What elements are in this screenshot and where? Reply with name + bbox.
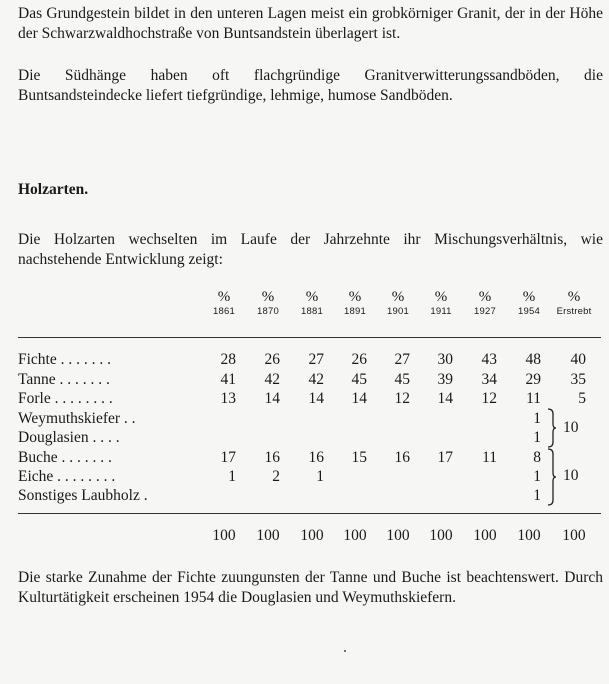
table-cell: 1 <box>228 468 236 485</box>
column-header <box>504 288 554 318</box>
row-label: Fichte . . . . . . . <box>18 351 111 368</box>
row-label: Eiche . . . . . . . . <box>18 468 116 485</box>
table-cell: 1 <box>533 468 541 485</box>
table-cell: 17 <box>437 449 453 466</box>
table-cell: 28 <box>220 351 236 368</box>
column-total: 100 <box>429 527 453 544</box>
row-label: Douglasien . . . . <box>18 429 120 446</box>
table-cell: 1 <box>533 410 541 427</box>
table-cell: 26 <box>264 351 280 368</box>
column-year: 1911 <box>430 306 452 317</box>
bracket-value: 10 <box>563 467 579 484</box>
table-cell: 17 <box>220 449 236 466</box>
column-year: 1954 <box>518 306 540 317</box>
table-cell: 1 <box>533 487 541 504</box>
table-cell: 35 <box>570 371 586 388</box>
table-cell: 43 <box>481 351 497 368</box>
paragraph-geology: Das Grundgestein bildet in den unteren Lagen meist ein grobkörniger Granit, der in der Höhe der Schwarzwaldhochstraße von Buntsandstein überlagert ist. <box>18 5 603 42</box>
row-label: Weymuthskiefer . . <box>18 410 136 427</box>
table-cell: 14 <box>264 390 280 407</box>
column-year: 1891 <box>344 306 366 317</box>
column-year: 1901 <box>387 306 409 317</box>
table-cell: 1 <box>533 429 541 446</box>
table-cell: 29 <box>525 371 541 388</box>
column-year: 1870 <box>257 306 279 317</box>
intro-paragraph: Die Holzarten wechselten im Laufe der Jahrzehnte ihr Mischungsverhältnis, wie nachstehende Entwicklung zeigt: <box>18 231 603 268</box>
column-header <box>199 288 249 318</box>
column-total: 100 <box>343 527 367 544</box>
column-year: 1861 <box>213 306 235 317</box>
bracket-value: 10 <box>563 419 579 436</box>
table-cell: 39 <box>437 371 453 388</box>
table-cell: 12 <box>481 390 497 407</box>
column-total: 100 <box>517 527 541 544</box>
table-cell: 16 <box>394 449 410 466</box>
column-header <box>460 288 510 318</box>
column-year: 1881 <box>301 306 323 317</box>
brace-hardwoods <box>547 448 557 506</box>
closing-paragraph: Die starke Zunahme der Fichte zuungunsten der Tanne und Buche ist beachtenswert. Durch Kulturtätigkeit erscheinen 1954 die Douglasien und Weymuthskiefern. <box>18 569 603 606</box>
page-speck <box>344 650 346 652</box>
table-cell: 42 <box>264 371 280 388</box>
table-cell: 42 <box>308 371 324 388</box>
percent-symbol: % <box>261 289 275 305</box>
row-label: Forle . . . . . . . . <box>18 390 113 407</box>
column-total: 100 <box>300 527 324 544</box>
table-cell: 5 <box>578 390 586 407</box>
table-cell: 26 <box>351 351 367 368</box>
row-label: Buche . . . . . . . <box>18 449 112 466</box>
column-header <box>416 288 466 318</box>
table-cell: 16 <box>308 449 324 466</box>
percent-symbol: % <box>478 289 492 305</box>
table-cell: 11 <box>482 449 497 466</box>
table-cell: 48 <box>525 351 541 368</box>
column-total: 100 <box>473 527 497 544</box>
table-cell: 16 <box>264 449 280 466</box>
row-label: Tanne . . . . . . . <box>18 371 110 388</box>
column-total: 100 <box>256 527 280 544</box>
table-cell: 1 <box>316 468 324 485</box>
table-cell: 45 <box>394 371 410 388</box>
percent-symbol: % <box>567 289 581 305</box>
percent-symbol: % <box>391 289 405 305</box>
percent-symbol: % <box>305 289 319 305</box>
table-cell: 15 <box>351 449 367 466</box>
table-cell: 34 <box>481 371 497 388</box>
table-cell: 14 <box>351 390 367 407</box>
section-heading: Holzarten. <box>18 181 89 198</box>
brace-conifers <box>547 408 557 448</box>
column-total: 100 <box>562 527 586 544</box>
percent-symbol: % <box>434 289 448 305</box>
column-total: 100 <box>212 527 236 544</box>
table-cell: 45 <box>351 371 367 388</box>
table-cell: 30 <box>437 351 453 368</box>
column-header <box>549 288 599 318</box>
row-label: Sonstiges Laubholz . <box>18 487 148 504</box>
table-cell: 27 <box>394 351 410 368</box>
table-top-rule <box>18 337 601 338</box>
table-cell: 8 <box>533 449 541 466</box>
percent-symbol: % <box>217 289 231 305</box>
table-cell: 27 <box>308 351 324 368</box>
table-cell: 14 <box>308 390 324 407</box>
table-cell: 2 <box>272 468 280 485</box>
table-cell: 14 <box>437 390 453 407</box>
column-total: 100 <box>386 527 410 544</box>
table-cell: 13 <box>220 390 236 407</box>
percent-symbol: % <box>348 289 362 305</box>
paragraph-soils: Die Südhänge haben oft flachgründige Granitverwitterungssandböden, die Buntsandsteindecke liefert tiefgründige, lehmige, humose Sandböden. <box>18 67 603 104</box>
column-year: 1927 <box>474 306 496 317</box>
table-cell: 41 <box>220 371 236 388</box>
column-year: Erstrebt <box>556 306 592 317</box>
percent-symbol: % <box>522 289 536 305</box>
table-bottom-rule <box>18 513 601 514</box>
table-cell: 11 <box>526 390 541 407</box>
table-cell: 12 <box>394 390 410 407</box>
column-header <box>243 288 293 318</box>
table-cell: 40 <box>570 351 586 368</box>
